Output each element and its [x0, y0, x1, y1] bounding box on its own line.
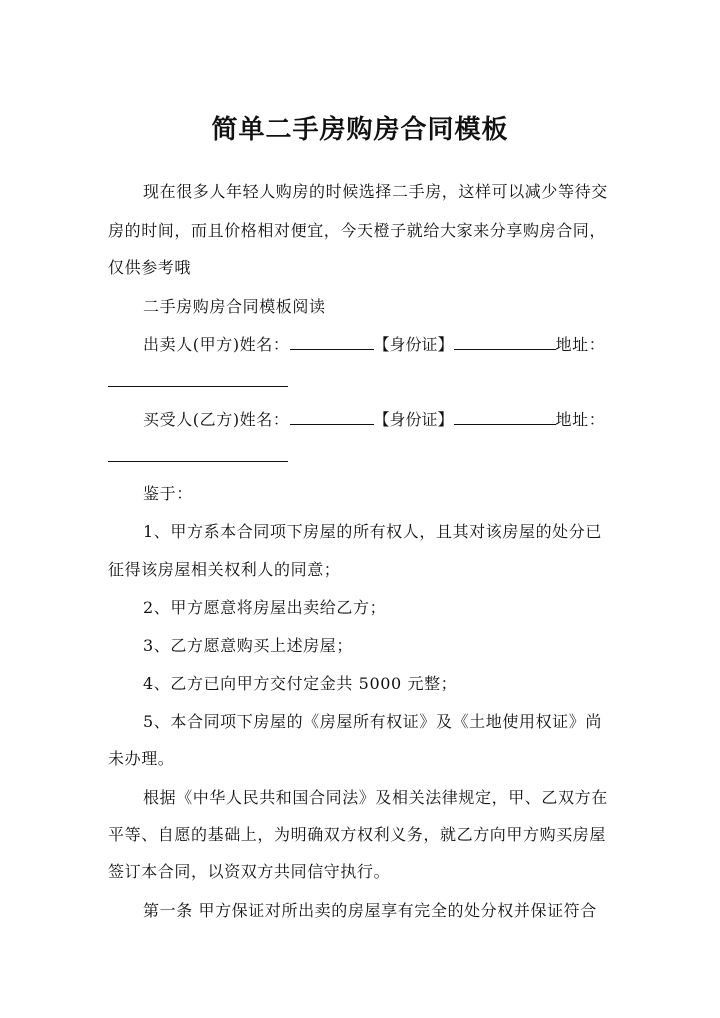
basis-line-1: 根据《中华人民共和国合同法》及相关法律规定，甲、乙双方在	[143, 788, 608, 807]
page-title: 简单二手房购房合同模板	[211, 115, 509, 145]
intro-line-3: 仅供参考哦	[108, 258, 192, 277]
intro-line-2: 房的时间，而且价格相对便宜，今天橙子就给大家来分享购房合同，	[108, 221, 607, 240]
seller-address-label: 地址：	[555, 335, 606, 354]
buyer-id-label: 【身份证】	[373, 410, 454, 429]
section-subtitle: 二手房购房合同模板阅读	[143, 297, 326, 316]
clause-1-line-1: 1、甲方系本合同项下房屋的所有权人，且其对该房屋的处分已	[143, 522, 602, 541]
seller-row	[143, 333, 605, 357]
seller-id-label: 【身份证】	[373, 335, 454, 354]
whereas-heading: 鉴于：	[143, 484, 193, 503]
basis-line-2: 平等、自愿的基础上，为明确双方权利义务，就乙方向甲方购买房屋	[108, 825, 607, 844]
buyer-address-label: 地址：	[555, 410, 606, 429]
seller-name-label: 出卖人(甲方)姓名：	[143, 335, 290, 354]
clause-5-line-2: 未办理。	[108, 749, 175, 768]
buyer-row	[143, 408, 605, 432]
intro-line-1: 现在很多人年轻人购房的时候选择二手房，这样可以减少等待交	[143, 182, 608, 201]
basis-line-3: 签订本合同，以资双方共同信守执行。	[108, 862, 391, 881]
article-1-line-1: 第一条 甲方保证对所出卖的房屋享有完全的处分权并保证符合	[143, 901, 597, 920]
seller-id-blank	[454, 333, 556, 350]
clause-1-line-2: 征得该房屋相关权利人的同意；	[108, 560, 341, 579]
buyer-name-blank	[290, 408, 374, 425]
buyer-id-blank	[454, 408, 556, 425]
buyer-address-row	[108, 445, 288, 469]
seller-name-blank	[290, 333, 374, 350]
buyer-address-blank	[108, 445, 288, 462]
clause-3: 3、乙方愿意购买上述房屋；	[143, 636, 353, 655]
buyer-name-label: 买受人(乙方)姓名：	[143, 410, 290, 429]
seller-address-blank	[108, 370, 288, 387]
clause-5-line-1: 5、本合同项下房屋的《房屋所有权证》及《土地使用权证》尚	[143, 712, 602, 731]
seller-address-row	[108, 370, 288, 394]
clause-4: 4、乙方已向甲方交付定金共 5000 元整；	[143, 674, 458, 693]
clause-2: 2、甲方愿意将房屋出卖给乙方；	[143, 598, 387, 617]
